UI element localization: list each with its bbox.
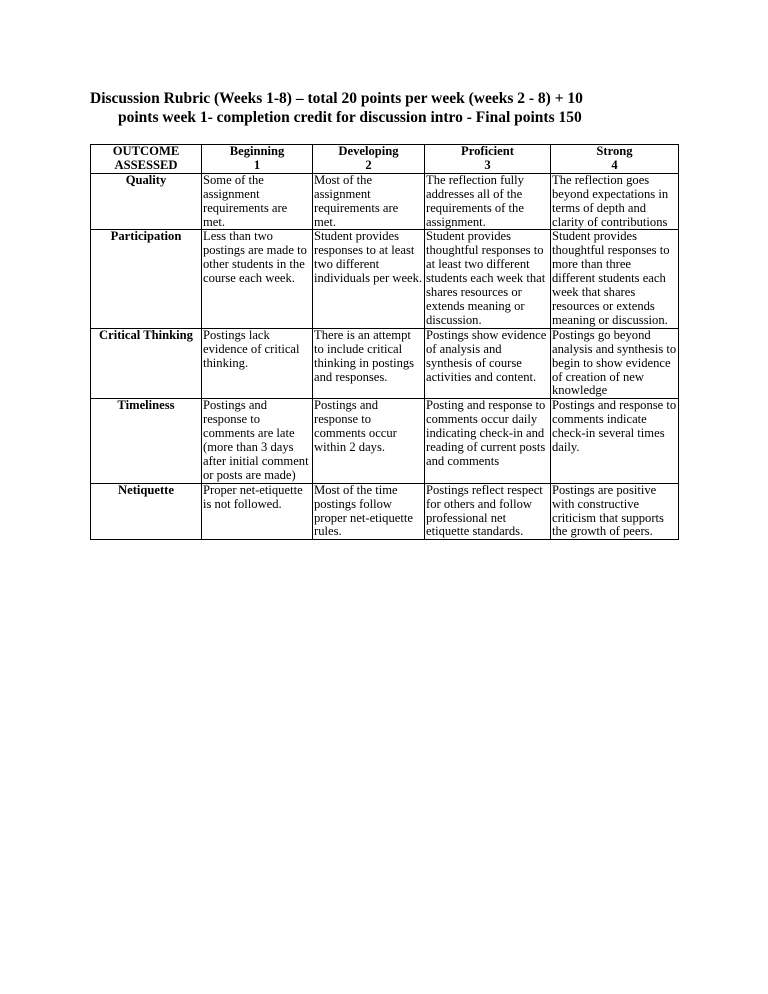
table-cell: Postings show evidence of analysis and synthesis of course activities and content. <box>425 328 551 399</box>
table-cell: Less than two postings are made to other students in the course each week. <box>202 230 313 328</box>
header-row <box>91 145 679 174</box>
level-name: Beginning <box>229 144 285 158</box>
table-row-participation <box>91 230 679 328</box>
table-cell: Student provides thoughtful responses to more than three different students each week that shares resources or extends meaning or discussion. <box>551 230 679 328</box>
page-title <box>90 89 690 127</box>
rubric-table <box>90 144 679 540</box>
table-cell: There is an attempt to include critical thinking in postings and responses. <box>313 328 425 399</box>
table-cell: Postings reflect respect for others and follow professional net etiquette standards. <box>425 483 551 540</box>
table-cell: Postings are positive with constructive criticism that supports the growth of peers. <box>551 483 679 540</box>
table-row-timeliness <box>91 399 679 483</box>
table-cell: The reflection fully addresses all of the requirements of the assignment. <box>425 173 551 230</box>
level-name: Proficient <box>461 144 514 158</box>
outcome-cell: Netiquette <box>91 483 202 540</box>
level-score: 2 <box>365 157 372 172</box>
level-score: 1 <box>253 157 261 172</box>
table-cell: Postings go beyond analysis and synthesis to begin to show evidence of creation of new knowledge <box>551 328 679 399</box>
table-row-quality <box>91 173 679 230</box>
level-header-strong <box>551 145 679 174</box>
table-cell: Proper net-etiquette is not followed. <box>202 483 313 540</box>
level-header-proficient <box>425 145 551 174</box>
table-cell: Posting and response to comments occur daily indicating check-in and reading of current posts and comments <box>425 399 551 483</box>
level-header-developing <box>313 145 425 174</box>
outcome-cell: Critical Thinking <box>91 328 202 399</box>
outcome-cell: Timeliness <box>91 399 202 483</box>
table-cell: Postings and response to comments indicate check-in several times daily. <box>551 399 679 483</box>
level-name: Developing <box>338 144 399 158</box>
table-cell: Some of the assignment requirements are met. <box>202 173 313 230</box>
table-cell: Postings and response to comments are late (more than 3 days after initial comment or posts are made) <box>202 399 313 483</box>
level-score: 4 <box>611 157 618 172</box>
outcome-header: OUTCOME ASSESSED <box>91 145 202 174</box>
level-name: Strong <box>596 144 633 158</box>
table-cell: Postings and response to comments occur within 2 days. <box>313 399 425 483</box>
title-line-1: Discussion Rubric (Weeks 1-8) – total 20 points per week (weeks 2 - 8) + 10 <box>90 90 583 107</box>
outcome-cell: Participation <box>91 230 202 328</box>
table-cell: Student provides thoughtful responses to at least two different students each week that shares resources or extends meaning or discussion. <box>425 230 551 328</box>
level-score: 3 <box>484 157 491 172</box>
outcome-cell: Quality <box>91 173 202 230</box>
table-row-netiquette <box>91 483 679 540</box>
table-cell: Student provides responses to at least two different individuals per week. <box>313 230 425 328</box>
title-line-2: points week 1- completion credit for discussion intro - Final points 150 <box>118 109 582 126</box>
table-row-critical-thinking <box>91 328 679 399</box>
table-cell: Most of the assignment requirements are met. <box>313 173 425 230</box>
table-cell: The reflection goes beyond expectations in terms of depth and clarity of contributions <box>551 173 679 230</box>
table-cell: Most of the time postings follow proper net-etiquette rules. <box>313 483 425 540</box>
table-cell: Postings lack evidence of critical thinking. <box>202 328 313 399</box>
level-header-beginning <box>202 145 313 174</box>
